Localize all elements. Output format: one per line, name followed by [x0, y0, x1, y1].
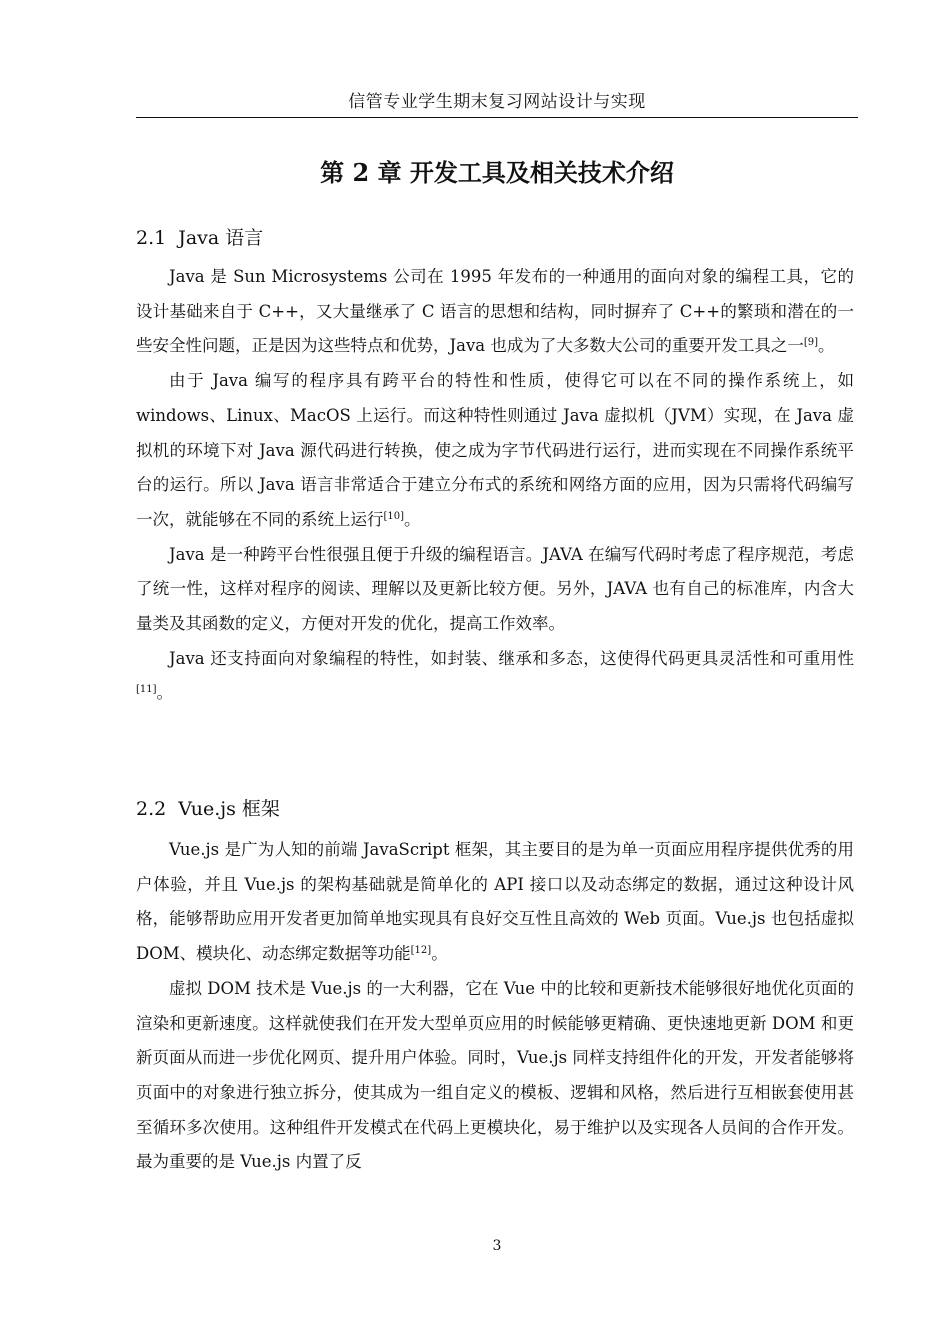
section-heading-2-1: [136, 224, 858, 252]
citation-ref: [12]: [410, 945, 432, 957]
section-title: Vue.js 框架: [178, 798, 280, 820]
header-rule: [136, 117, 858, 118]
running-header: 信管专业学生期末复习网站设计与实现: [348, 92, 646, 112]
citation-ref: [9]: [803, 337, 819, 349]
section-2-2-body: [136, 833, 854, 1180]
section-2-1-body: [136, 260, 854, 711]
section-number: 2.2: [136, 798, 167, 820]
paragraph: Java 是一种跨平台性很强且便于升级的编程语言。JAVA 在编写代码时考虑了程序规范，考虑了统一性，这样对程序的阅读、理解以及更新比较方便。另外，JAVA 也有自己的标准库，内含大量类及其函数的定义，方便对开发的优化，提高工作效率。: [136, 544, 854, 634]
citation-ref: [11]: [136, 684, 157, 696]
section-number: 2.1: [136, 227, 167, 249]
section-heading-2-2: [136, 795, 858, 823]
paragraph: Vue.js 是广为人知的前端 JavaScript 框架，其主要目的是为单一页面应用程序提供优秀的用户体验，并且 Vue.js 的架构基础就是简单化的 API 接口以及动态绑定的数据，通过这种设计风格，能够帮助应用开发者更加简单地实现具有良好交互性且高效的 Web 页面。Vue.js 也包括虚拟 DOM、模块化、动态绑定数据等功能[12]。: [136, 840, 854, 964]
paragraph: 由于 Java 编写的程序具有跨平台的特性和性质，使得它可以在不同的操作系统上，如 windows、Linux、MacOS 上运行。而这种特性则通过 Java 虚拟机（JVM）实现，在 Java 虚拟机的环境下对 Java 源代码进行转换，使之成为字节代码进行运行，进而实现在不同操作系统平台的运行。所以 Java 语言非常适合于建立分布式的系统和网络方面的应用，因为只需将代码编写一次，就能够在不同的系统上运行[10]。: [136, 371, 854, 529]
section-title: Java 语言: [178, 227, 264, 249]
citation-ref: [10]: [383, 510, 405, 522]
paragraph: 虚拟 DOM 技术是 Vue.js 的一大利器，它在 Vue 中的比较和更新技术能够很好地优化页面的渲染和更新速度。这样就使我们在开发大型单页应用的时候能够更精确、更快速地更新 DOM 和更新页面从而进一步优化网页、提升用户体验。同时，Vue.js 同样支持组件化的开发，开发者能够将页面中的对象进行独立拆分，使其成为一组自定义的模板、逻辑和风格，然后进行互相嵌套使用甚至循环多次使用。这种组件开发模式在代码上更模块化，易于维护以及实现各人员间的合作开发。最为重要的是 Vue.js 内置了反: [136, 978, 854, 1172]
chapter-title: 第 2 章 开发工具及相关技术介绍: [320, 158, 674, 187]
paragraph: Java 是 Sun Microsystems 公司在 1995 年发布的一种通用的面向对象的编程工具，它的设计基础来自于 C++，又大量继承了 C 语言的思想和结构，同时摒弃了 C++的繁琐和潜在的一些安全性问题，正是因为这些特点和优势，Java 也成为了大多数大公司的重要开发工具之一[9]。: [136, 267, 854, 356]
page-number: 3: [492, 1238, 502, 1254]
paragraph: Java 还支持面向对象编程的特性，如封装、继承和多态，这使得代码更具灵活性和可重用性[11]。: [136, 648, 854, 703]
